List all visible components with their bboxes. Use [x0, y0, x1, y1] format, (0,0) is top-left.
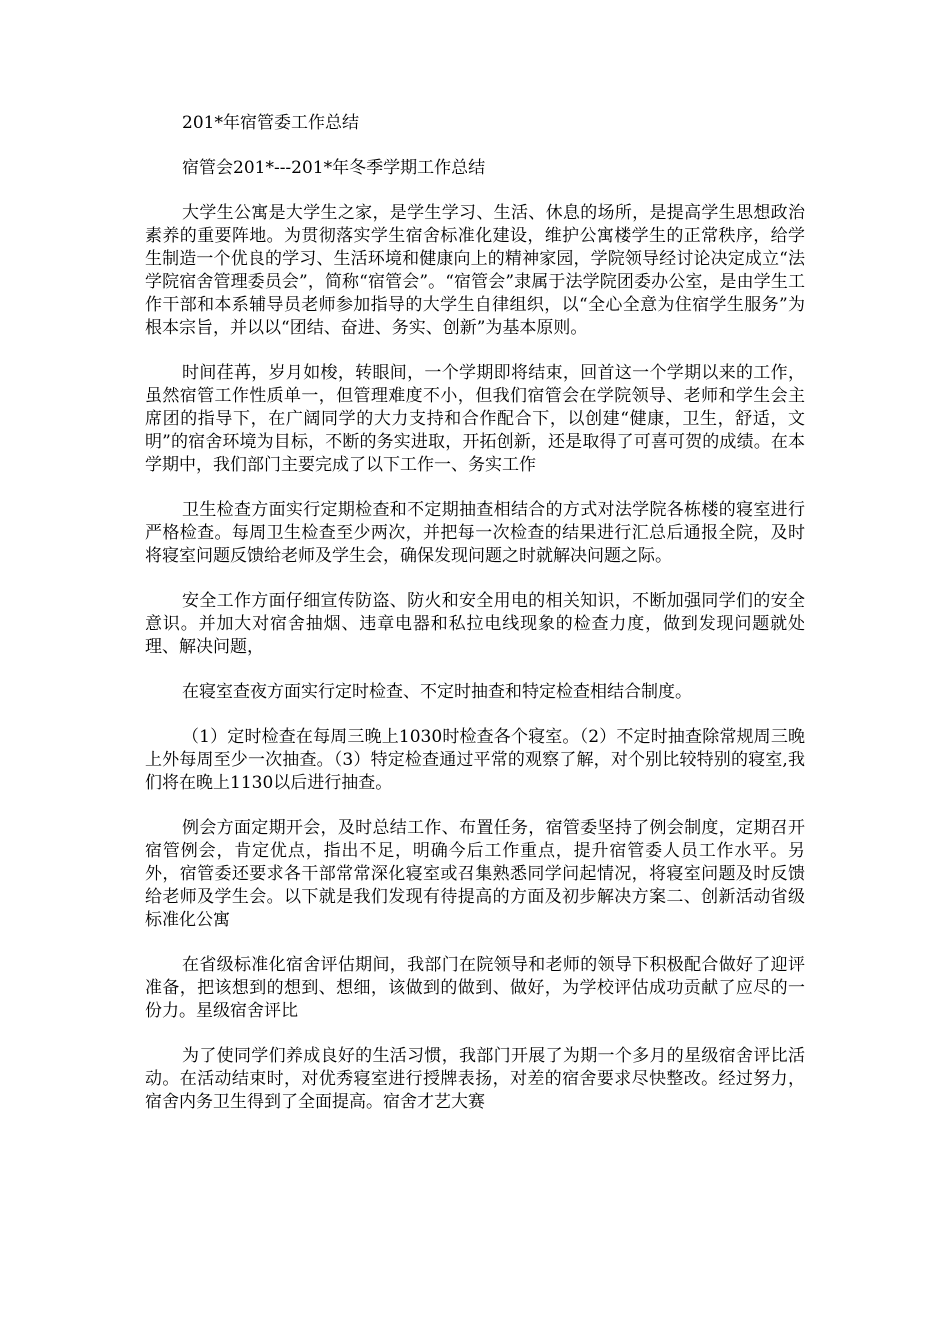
paragraph-night-check: 在寝室查夜方面实行定时检查、不定时抽查和特定检查相结合制度。	[182, 682, 692, 702]
document-page	[145, 112, 805, 1136]
paragraph-star-rating: 为了使同学们养成良好的生活习惯，我部门开展了为期一个多月的星级宿舍评比活动。在活动结束时，对优秀寝室进行授牌表扬，对差的宿舍要求尽快整改。经过努力，宿舍内务卫生得到了全面提高。宿舍才艺大赛	[145, 1046, 805, 1112]
paragraph-meetings: 例会方面定期开会，及时总结工作、布置任务，宿管委坚持了例会制度，定期召开宿管例会，肯定优点，指出不足，明确今后工作重点，提升宿管委人员工作水平。另外，宿管委还要求各干部常常深化寝室或召集熟悉同学问起情况，将寝室问题及时反馈给老师及学生会。以下就是我们发现有待提高的方面及初步解决方案二、创新活动省级标准化公寓	[145, 818, 805, 930]
paragraph-check-details: （1）定时检查在每周三晚上1030时检查各个寝室。（2）不定时抽查除常规周三晚上外每周至少一次抽查。（3）特定检查通过平常的观察了解，对个别比较特别的寝室,我们将在晚上1130以后进行抽查。	[145, 727, 805, 793]
paragraph-evaluation: 在省级标准化宿舍评估期间，我部门在院领导和老师的领导下积极配合做好了迎评准备，把该想到的想到、想细，该做到的做到、做好，为学校评估成功贡献了应尽的一份力。星级宿舍评比	[145, 955, 805, 1021]
document-title: 201*年宿管委工作总结	[182, 113, 359, 133]
paragraph-hygiene: 卫生检查方面实行定期检查和不定期抽查相结合的方式对法学院各栋楼的寝室进行严格检查。每周卫生检查至少两次，并把每一次检查的结果进行汇总后通报全院，及时将寝室问题反馈给老师及学生会，确保发现问题之时就解决问题之际。	[145, 500, 805, 566]
paragraph-review: 时间荏苒，岁月如梭，转眼间，一个学期即将结束，回首这一个学期以来的工作，虽然宿管工作性质单一，但管理难度不小，但我们宿管会在学院领导、老师和学生会主席团的指导下，在广阔同学的大力支持和合作配合下，以创建“健康，卫生，舒适，文明”的宿舍环境为目标，不断的务实进取，开拓创新，还是取得了可喜可贺的成绩。在本学期中，我们部门主要完成了以下工作一、务实工作	[145, 363, 805, 475]
paragraph-intro: 大学生公寓是大学生之家，是学生学习、生活、休息的场所，是提高学生思想政治素养的重要阵地。为贯彻落实学生宿舍标准化建设，维护公寓楼学生的正常秩序，给学生制造一个优良的学习、生活环境和健康向上的精神家园，学院领导经讨论决定成立“法学院宿舍管理委员会”，简称“宿管会”。“宿管会”隶属于法学院团委办公室，是由学生工作干部和本系辅导员老师参加指导的大学生自律组织，以“全心全意为住宿学生服务”为根本宗旨，并以以“团结、奋进、务实、创新”为基本原则。	[145, 203, 805, 338]
document-subtitle: 宿管会201*---201*年冬季学期工作总结	[182, 158, 486, 178]
paragraph-safety: 安全工作方面仔细宣传防盗、防火和安全用电的相关知识，不断加强同学们的安全意识。并加大对宿舍抽烟、违章电器和私拉电线现象的检查力度，做到发现问题就处理、解决问题，	[145, 591, 805, 657]
